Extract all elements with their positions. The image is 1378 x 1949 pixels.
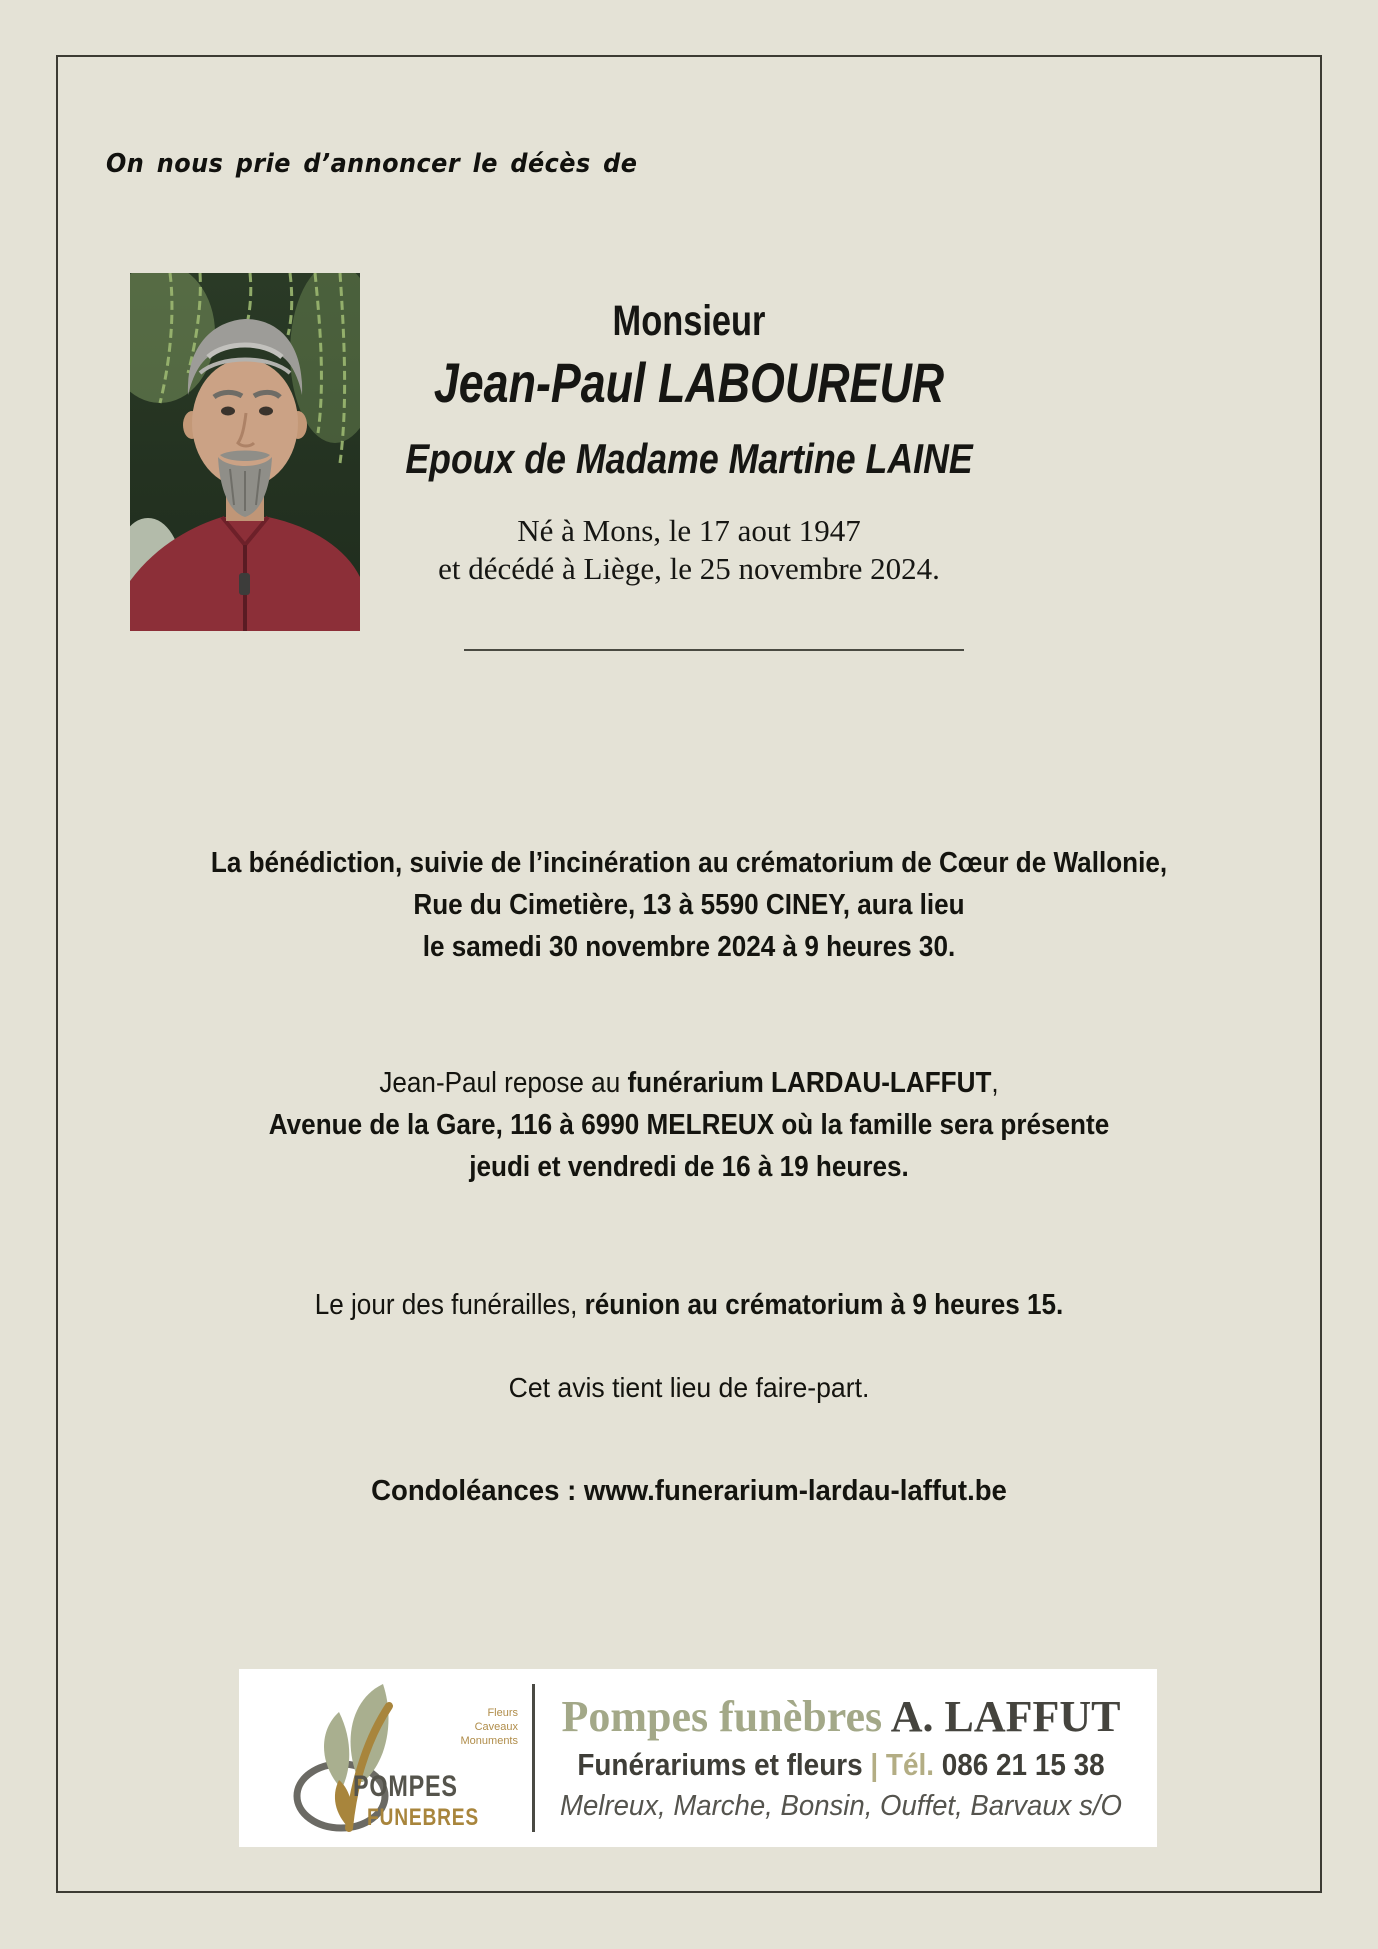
services-and-phone xyxy=(575,1743,1108,1787)
repose-line2: Avenue de la Gare, 116 à 6990 MELREUX où la famille sera présente xyxy=(268,1109,1110,1141)
funeral-home-name xyxy=(545,1691,1137,1743)
salutation: Monsieur xyxy=(612,297,766,345)
locations-line: Melreux, Marche, Bonsin, Ouffet, Barvaux s/O xyxy=(560,1790,1122,1822)
funeral-day-bold: réunion au crématorium à 9 heures 15. xyxy=(584,1289,1064,1321)
funeral-day-regular: Le jour des funérailles, xyxy=(314,1289,585,1321)
spouse-line: Epoux de Madame Martine LAINE xyxy=(405,435,973,482)
notice-line: Cet avis tient lieu de faire-part. xyxy=(508,1372,870,1403)
tel-label: Tél. xyxy=(885,1747,942,1782)
logo-word-pompes: POMPES xyxy=(353,1770,458,1803)
funeral-day-line xyxy=(121,1284,1257,1326)
logo-services-list xyxy=(461,1706,518,1748)
brand-laffut: A. LAFFUT xyxy=(890,1692,1121,1741)
death-line: et décédé à Liège, le 25 novembre 2024. xyxy=(438,551,940,586)
deceased-name: Jean-Paul LABOUREUR xyxy=(433,351,945,414)
services-label: Funérariums et fleurs xyxy=(577,1747,871,1782)
funeral-home-banner xyxy=(239,1669,1157,1847)
ceremony-line2: Rue du Cimetière, 13 à 5590 CINEY, aura lieu xyxy=(413,889,965,921)
ceremony-line3: le samedi 30 novembre 2024 à 9 heures 30. xyxy=(422,931,956,963)
tel-number: 086 21 15 38 xyxy=(941,1747,1105,1782)
repose-line1-regular: Jean-Paul repose au xyxy=(379,1067,628,1099)
repose-line1-tail: , xyxy=(991,1067,999,1099)
ceremony-paragraph xyxy=(121,842,1257,968)
logo-service-monuments: Monuments xyxy=(460,1735,518,1747)
condolences-line: Condoléances : www.funerarium-lardau-laffut.be xyxy=(371,1475,1007,1507)
funeral-home-logo xyxy=(291,1678,526,1838)
funeral-home-details xyxy=(545,1691,1157,1825)
logo-service-caveaux: Caveaux xyxy=(474,1721,518,1733)
banner-divider xyxy=(532,1684,535,1832)
logo-wordmark xyxy=(353,1770,507,1834)
announcement-sheet xyxy=(56,55,1322,1893)
separator-rule xyxy=(464,649,964,651)
logo-service-fleurs: Fleurs xyxy=(487,1707,518,1719)
logo-word-funebres: FUNEBRES xyxy=(367,1804,480,1831)
repose-funerarium: funérarium LARDAU-LAFFUT xyxy=(627,1067,992,1099)
intro-line: On nous prie d’annoncer le décès de xyxy=(106,149,638,179)
repose-line3: jeudi et vendredi de 16 à 19 heures. xyxy=(469,1151,909,1183)
repose-paragraph xyxy=(121,1062,1257,1188)
birth-line: Né à Mons, le 17 aout 1947 xyxy=(517,513,861,548)
pipe-separator: | xyxy=(870,1747,886,1782)
ceremony-line1: La bénédiction, suivie de l’incinération au crématorium de Cœur de Wallonie, xyxy=(210,847,1168,879)
brand-pompes-funebres: Pompes funèbres xyxy=(561,1692,891,1741)
